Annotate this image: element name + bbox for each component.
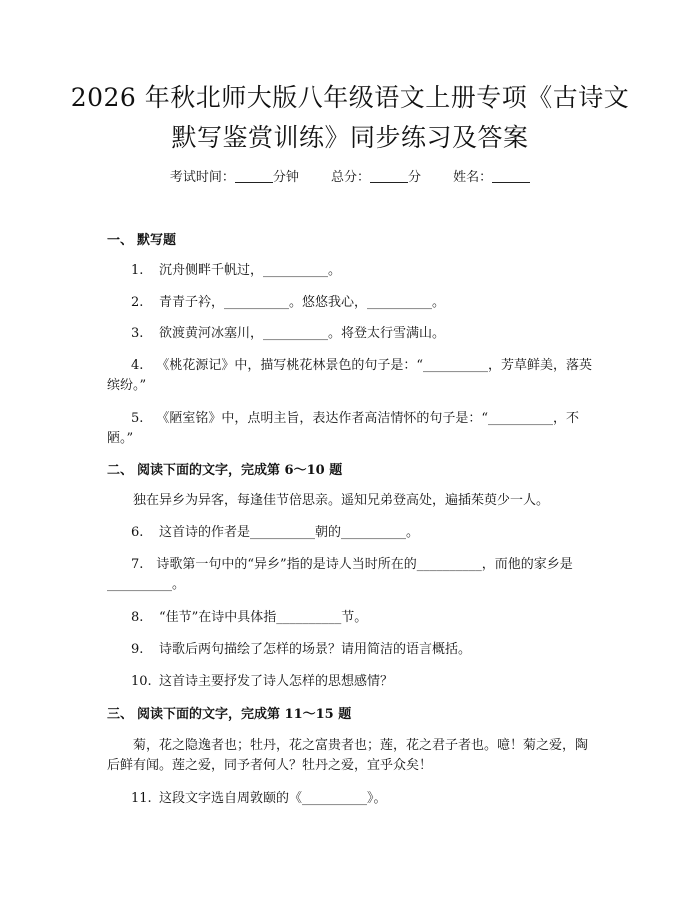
- question-number: 7.: [131, 557, 144, 572]
- question-6: [107, 523, 593, 543]
- question-10: [107, 672, 593, 692]
- question-text: 《桃花源记》中，描写桃花林景色的句子是：“__________，芳草鲜美，落英缤纷。”: [107, 358, 593, 393]
- section-title: 默写题: [137, 233, 177, 248]
- section-heading-2: [107, 461, 342, 481]
- exam-info: [0, 168, 700, 188]
- section-heading-3: [107, 705, 351, 725]
- question-text: 诗歌后两句描绘了怎样的场景？请用简洁的语言概括。: [159, 642, 472, 657]
- question-number: 1.: [131, 263, 144, 278]
- question-number: 5.: [131, 411, 144, 426]
- question-1: [107, 261, 593, 281]
- section-number: 一、: [107, 233, 134, 248]
- question-text: 《陋室铭》中，点明主旨，表达作者高洁情怀的句子是：“__________，不陋。”: [107, 411, 580, 446]
- question-text: 这段文字选自周敦颐的《__________》。: [159, 791, 387, 806]
- exam-name-label: 姓名：: [453, 170, 493, 185]
- question-number: 8.: [131, 610, 144, 625]
- question-number: 11.: [131, 791, 152, 806]
- question-text: 青青子衿，__________。悠悠我心，__________。: [159, 295, 446, 310]
- exam-time-unit: 分钟: [272, 170, 299, 185]
- question-text: 诗歌第一句中的“异乡”指的是诗人当时所在的__________，而他的家乡是__________。: [107, 557, 573, 592]
- question-3: [107, 324, 593, 344]
- question-5: [107, 409, 593, 449]
- exam-score-label: 总分：: [330, 170, 370, 185]
- poem-passage: 独在异乡为异客，每逢佳节倍思亲。遥知兄弟登高处，遍插茱萸少一人。: [133, 493, 550, 508]
- prose-passage: 菊，花之隐逸者也；牡丹，花之富贵者也；莲，花之君子者也。噫！菊之爱，陶后鲜有闻。莲之爱，同予者何人？牡丹之爱，宜乎众矣！: [107, 738, 589, 773]
- question-8: [107, 608, 593, 628]
- section-heading-1: [107, 231, 176, 251]
- question-number: 2.: [131, 295, 144, 310]
- question-4: [107, 356, 593, 396]
- section-title: 阅读下面的文字，完成第 6～10 题: [137, 463, 343, 478]
- section-number: 二、: [107, 463, 134, 478]
- question-number: 6.: [131, 525, 144, 540]
- section-number: 三、: [107, 707, 134, 722]
- question-11: [107, 789, 593, 809]
- page-title: 2026 年秋北师大版八年级语文上册专项《古诗文默写鉴赏训练》同步练习及答案: [70, 83, 630, 152]
- exam-score: [331, 170, 425, 185]
- question-2: [107, 293, 593, 313]
- exam-time-blank: [235, 168, 273, 183]
- question-text: 这首诗主要抒发了诗人怎样的思想感情？: [159, 674, 394, 689]
- question-text: “佳节”在诗中具体指__________节。: [159, 610, 368, 625]
- exam-name: [453, 170, 530, 185]
- question-7: [107, 555, 593, 595]
- exam-name-blank: [492, 168, 530, 183]
- exam-time-label: 考试时间：: [169, 170, 235, 185]
- question-9: [107, 640, 593, 660]
- exam-score-blank: [370, 168, 408, 183]
- question-number: 3.: [131, 326, 144, 341]
- exam-time: [170, 170, 303, 185]
- question-text: 沉舟侧畔千帆过，__________。: [159, 263, 342, 278]
- question-text: 这首诗的作者是__________朝的__________。: [159, 525, 420, 540]
- section-title: 阅读下面的文字，完成第 11～15 题: [137, 707, 352, 722]
- question-number: 9.: [131, 642, 144, 657]
- question-number: 4.: [131, 358, 144, 373]
- exam-score-unit: 分: [408, 170, 422, 185]
- question-text: 欲渡黄河冰塞川，__________。将登太行雪满山。: [159, 326, 446, 341]
- question-number: 10.: [131, 674, 152, 689]
